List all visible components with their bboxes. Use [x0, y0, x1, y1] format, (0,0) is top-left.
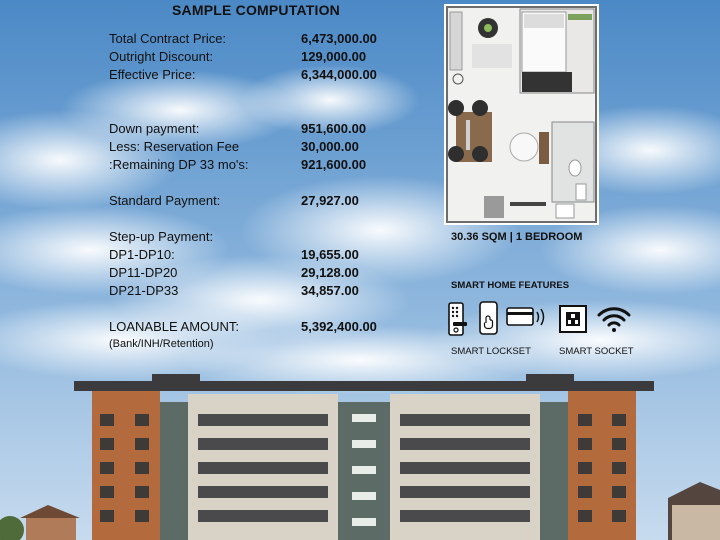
row-value: 6,473,000.00 — [301, 31, 377, 46]
computation-title: SAMPLE COMPUTATION — [172, 2, 340, 18]
row-label: DP21-DP33 — [109, 283, 179, 298]
socket-icon — [559, 305, 587, 333]
row-value: 951,600.00 — [301, 121, 367, 136]
phone-unlock-icon — [478, 301, 500, 335]
row-label: Down payment: — [109, 121, 200, 136]
row-value: 19,655.00 — [301, 247, 359, 262]
floor-plan — [444, 4, 599, 225]
smart-home-title: SMART HOME FEATURES — [451, 280, 570, 291]
row-label: Standard Payment: — [109, 193, 221, 208]
keypad-lock-icon — [447, 302, 469, 336]
row-label: DP11-DP20 — [109, 265, 178, 280]
row-value: 29,128.00 — [301, 265, 359, 280]
row-label: DP1-DP10: — [109, 247, 175, 262]
wifi-icon — [597, 305, 631, 333]
row-label: Effective Price: — [109, 67, 196, 82]
row-value: 34,857.00 — [301, 283, 359, 298]
row-value: 30,000.00 — [301, 139, 359, 154]
row-label: Outright Discount: — [109, 49, 214, 64]
loanable-value: 5,392,400.00 — [301, 319, 377, 334]
row-label: :Remaining DP 33 mo's: — [109, 157, 249, 172]
row-value: 129,000.00 — [301, 49, 367, 64]
row-value: 6,344,000.00 — [301, 67, 377, 82]
row-label: Less: Reservation Fee — [109, 139, 240, 154]
loanable-note: (Bank/INH/Retention) — [109, 338, 214, 350]
row-value: 27,927.00 — [301, 193, 359, 208]
row-value: 921,600.00 — [301, 157, 367, 172]
keycard-icon — [506, 306, 548, 328]
loanable-label: LOANABLE AMOUNT: — [109, 319, 240, 334]
smart-socket-label: SMART SOCKET — [559, 346, 634, 357]
smart-lockset-label: SMART LOCKSET — [451, 346, 531, 357]
row-label: Total Contract Price: — [109, 31, 227, 46]
unit-caption: 30.36 SQM | 1 BEDROOM — [451, 231, 583, 243]
row-label: Step-up Payment: — [109, 229, 214, 244]
